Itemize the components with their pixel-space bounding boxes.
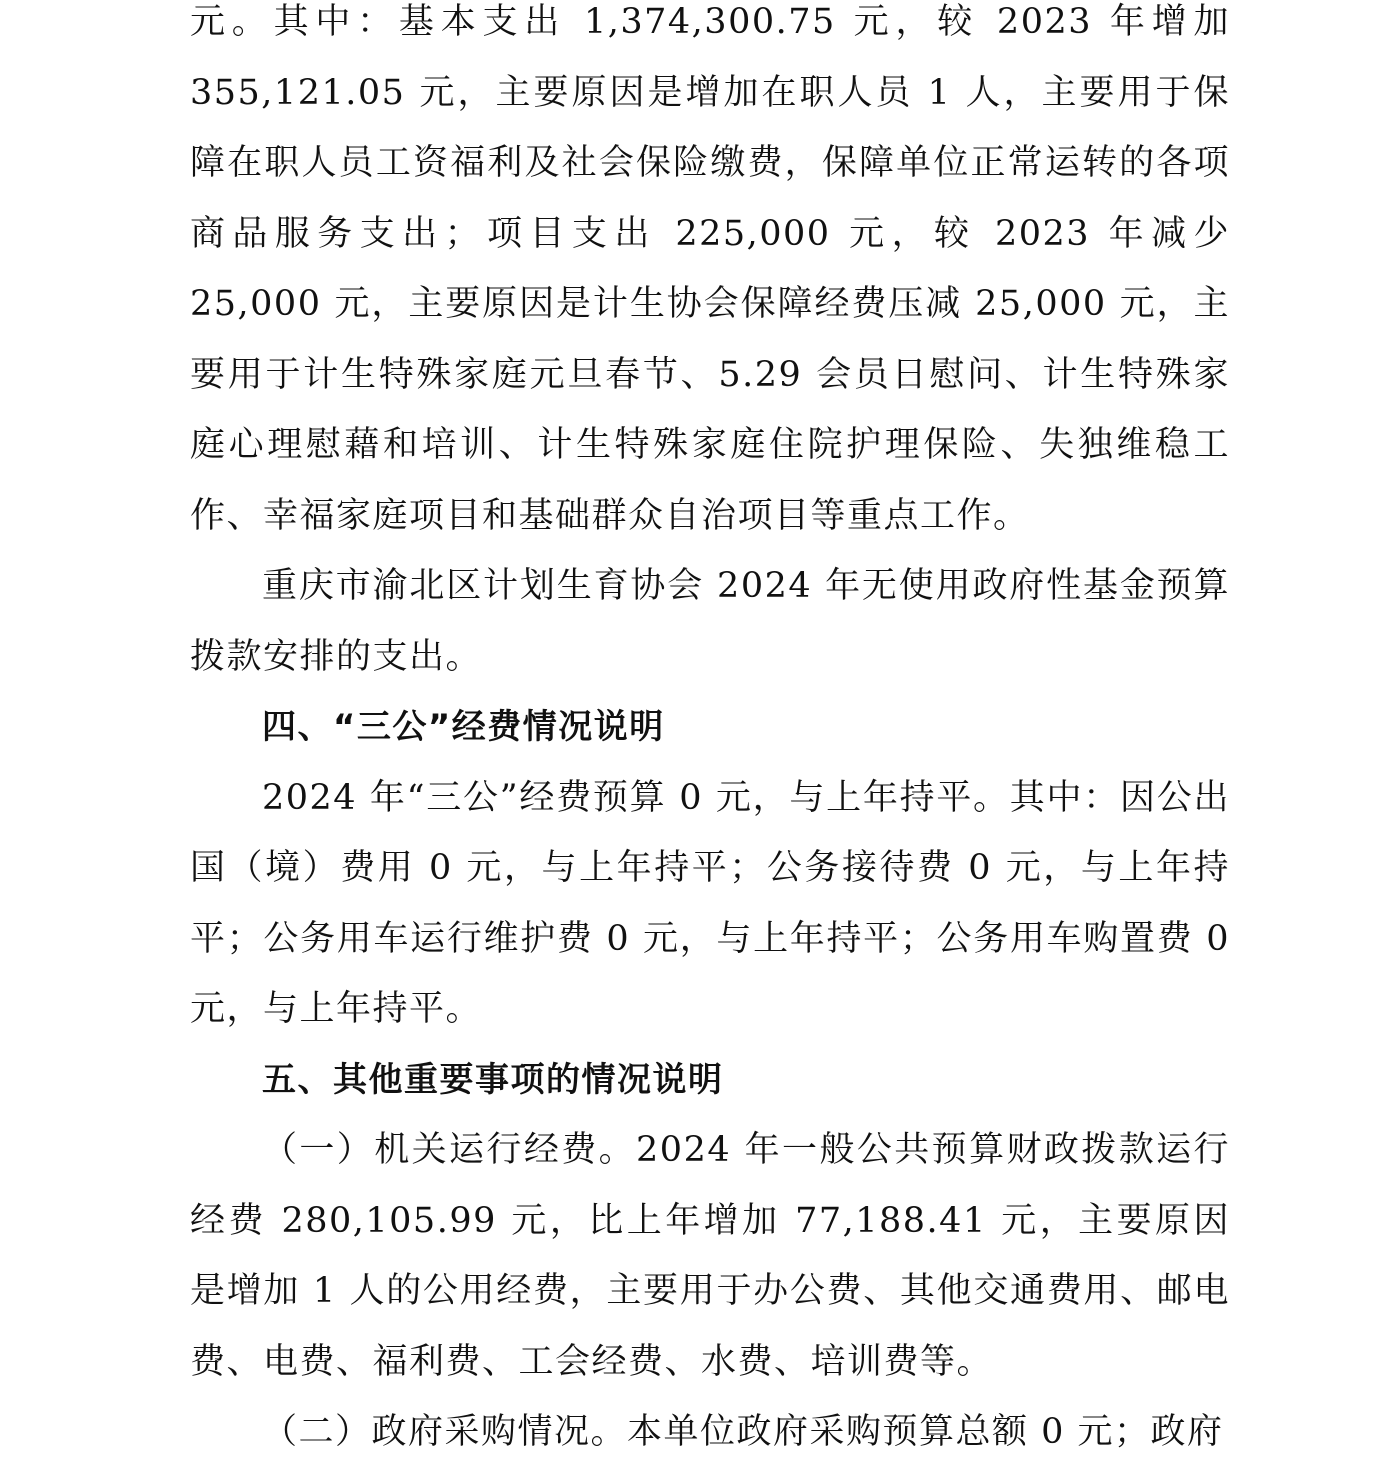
section-heading-three-public-expenses: 四、“三公”经费情况说明 bbox=[262, 707, 665, 747]
paragraph-basic-expenditure: 元。其中：基本支出 1,374,300.75 元，较 2023 年增加 355,121.05 元，主要原因是增加在职人员 1 人，主要用于保障在职人员工资福利及社会保险缴费，保障单位正常运转的各项商品服务支出；项目支出 225,000 元，较 2023 年减少 25,000 元，主要原因是计生协会保障经费压减 25,000 元，主要用于计生特殊家庭元旦春节、5.29 会员日慰问、计生特殊家庭心理慰藉和培训、计生特殊家庭住院护理保险、失独维稳工作、幸福家庭项目和基础群众自治项目等重点工作。 bbox=[190, 2, 1230, 536]
section-heading-other-matters: 五、其他重要事项的情况说明 bbox=[262, 1059, 724, 1100]
paragraph-government-fund: 重庆市渝北区计划生育协会 2024 年无使用政府性基金预算拨款安排的支出。 bbox=[190, 566, 1230, 677]
document-page bbox=[190, 0, 1230, 1468]
paragraph-government-procurement: （二）政府采购情况。本单位政府采购预算总额 0 元；政府 bbox=[262, 1412, 1224, 1452]
paragraph-operating-expenses: （一）机关运行经费。2024 年一般公共预算财政拨款运行经费 280,105.99 元，比上年增加 77,188.41 元，主要原因是增加 1 人的公用经费，主要用于办公费、其他交通费用、邮电费、电费、福利费、工会经费、水费、培训费等。 bbox=[190, 1130, 1230, 1382]
paragraph-three-public-expenses: 2024 年“三公”经费预算 0 元，与上年持平。其中：因公出国（境）费用 0 元，与上年持平；公务接待费 0 元，与上年持平；公务用车运行维护费 0 元，与上年持平；公务用车购置费 0 元，与上年持平。 bbox=[190, 777, 1230, 1029]
